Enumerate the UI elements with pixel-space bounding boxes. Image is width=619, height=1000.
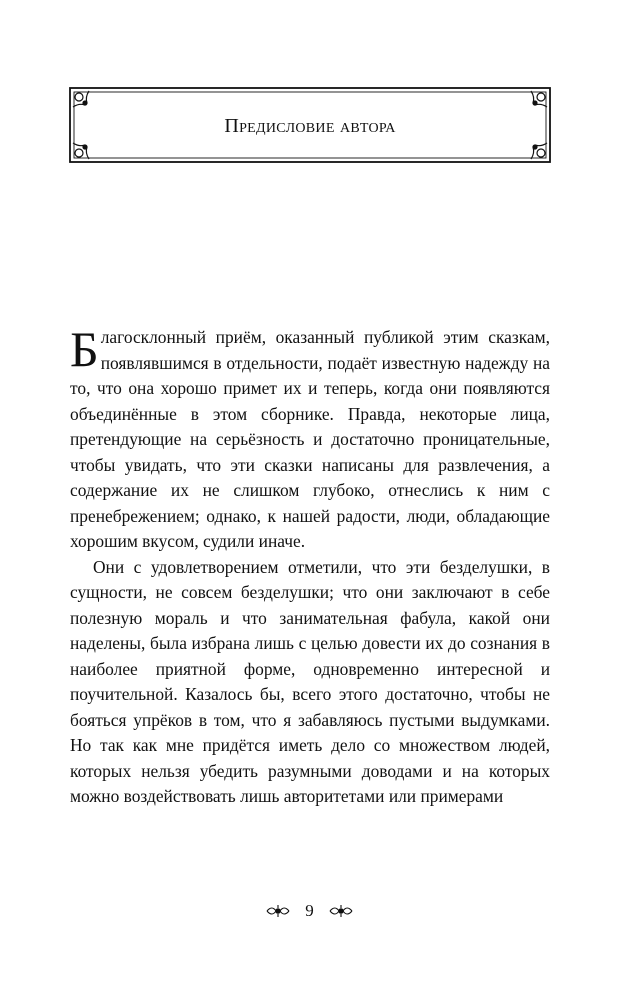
paragraph-2: Они с удовлетворением отметили, что эти безделушки, в сущности, не совсем безделушки; что они заключают в себе полезную мораль и что занимательная фабула, какой они наделены, была избрана лишь с целью довести их до сознания в наиболее приятной форме, одновременно интересной и поучительной. Казалось бы, всего этого достаточно, чтобы не бояться упрёков в том, что я забавляюсь пустыми выдумками. Но так как мне придётся иметь дело со множеством людей, которых нельзя убедить разумными доводами и на которых можно воздействовать лишь авторитетами или примерами (70, 556, 550, 806)
corner-ornament-bottom-left (73, 143, 89, 159)
fleuron-left-icon (265, 904, 291, 918)
paragraph-1 (70, 321, 550, 555)
chapter-header-frame (69, 87, 551, 163)
paragraph-1-text: лагосклонный приём, оказанный публикой этим сказкам, появлявшимся в отдельности, подаёт известную надежду на то, что она хорошо примет их и теперь, когда они появляются объединённые в этом сборнике. Правда, некоторые лица, претендующие на серьёзность и достаточно проницательные, чтобы увидать, что эти сказки написаны для развлечения, а содержание их не слишком глубоко, отнеслись к ним с пренебрежением; однако, к нашей радости, люди, обладающие хорошим вкусом, судили иначе. (70, 327, 550, 551)
page-number: 9 (305, 901, 314, 921)
drop-cap: Б (70, 321, 99, 377)
fleuron-right-icon (328, 904, 354, 918)
page-footer (0, 900, 619, 921)
chapter-title: Предисловие автора (224, 115, 396, 137)
body-text (70, 321, 550, 810)
corner-ornament-bottom-right (531, 143, 547, 159)
corner-ornament-top-left (73, 91, 89, 107)
corner-ornament-top-right (531, 91, 547, 107)
